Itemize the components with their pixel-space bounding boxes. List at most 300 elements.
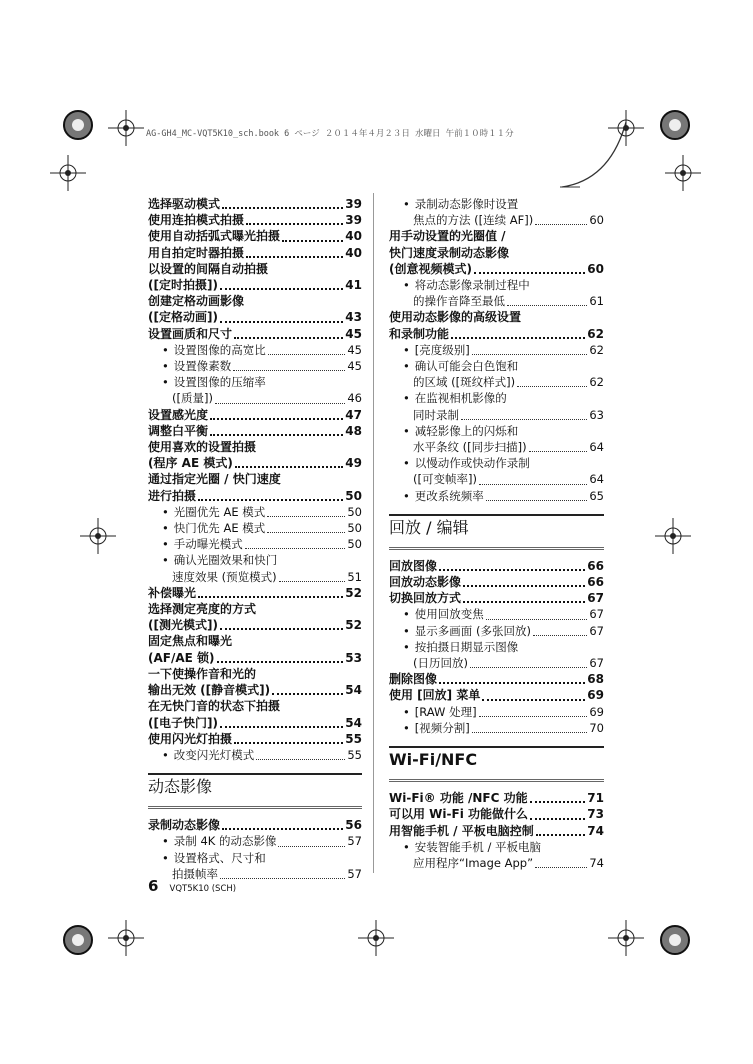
toc-entry-title: 回放图像 (389, 558, 438, 573)
toc-subentry[interactable] (389, 655, 604, 671)
bullet-icon: • (403, 278, 410, 293)
toc-page-number: 68 (587, 672, 604, 687)
bullet-icon: • (162, 504, 169, 519)
toc-entry-title: ([可变帧率]) (413, 472, 477, 487)
toc-entry-title: 选择测定亮度的方式 (148, 602, 257, 617)
dot-leader (210, 418, 343, 420)
dot-leader (220, 288, 343, 290)
toc-entry-title: 设置格式、尺寸和 (173, 850, 266, 865)
toc-page-number: 64 (589, 472, 604, 487)
toc-page-number: 47 (345, 407, 362, 422)
dot-leader (210, 434, 343, 436)
toc-entry[interactable] (148, 277, 362, 293)
toc-subentry[interactable] (389, 639, 604, 655)
toc-entry-title: 设置画质和尺寸 (148, 326, 233, 341)
toc-subentry[interactable] (389, 342, 604, 358)
dot-leader (535, 867, 587, 868)
toc-entry-title: ([定时拍摄]) (148, 278, 218, 293)
bullet-icon: • (162, 834, 169, 849)
toc-entry-title: 切换回放方式 (389, 591, 462, 606)
toc-entry[interactable] (148, 212, 362, 228)
toc-entry-title: 使用自动括弧式曝光拍摄 (148, 229, 281, 244)
bullet-icon: • (403, 391, 410, 406)
toc-entry-title: ([质量]) (172, 391, 213, 406)
toc-page-number: 54 (345, 715, 362, 730)
toc-subentry[interactable] (389, 277, 604, 293)
toc-entry-title: 录制动态影像时设置 (414, 197, 519, 211)
toc-entry-title: 拍摄帧率 (172, 866, 218, 881)
dot-leader (215, 403, 345, 404)
column-divider (373, 193, 374, 873)
toc-subentry[interactable] (389, 439, 604, 455)
dot-leader (474, 272, 585, 274)
toc-page-number: 67 (587, 591, 604, 606)
toc-subentry[interactable] (148, 342, 362, 358)
crosshair-mark-bottom-left (108, 920, 144, 956)
dot-leader (268, 354, 346, 355)
toc-subentry[interactable] (389, 358, 604, 374)
toc-entry[interactable] (389, 326, 604, 342)
dot-leader (235, 466, 343, 468)
document-code: VQT5K10 (SCH) (169, 884, 237, 894)
dot-leader (245, 548, 346, 549)
toc-page-number: 46 (347, 391, 362, 406)
toc-entry[interactable] (389, 823, 604, 839)
toc-entry-title: 手动曝光模式 (173, 537, 243, 552)
toc-right-column (389, 196, 604, 871)
toc-entry-title: 速度效果 (预览模式) (172, 569, 277, 584)
dot-leader (217, 661, 344, 663)
toc-entry-title: 使用闪光灯拍摄 (148, 731, 233, 746)
toc-entry-title: [亮度级别] (414, 342, 470, 357)
dot-leader (463, 585, 585, 587)
dot-leader (220, 321, 343, 323)
toc-entry[interactable] (148, 309, 362, 325)
bullet-icon: • (403, 720, 410, 735)
toc-entry-title: (创意视频模式) (389, 261, 472, 276)
toc-page-number: 54 (345, 683, 362, 698)
section-heading: 动态影像 (148, 773, 362, 800)
toc-subentry[interactable] (389, 720, 604, 736)
crosshair-mark-bottom-right (608, 920, 644, 956)
toc-entry-title: 改变闪光灯模式 (173, 747, 255, 762)
toc-entry[interactable] (389, 309, 604, 325)
toc-entry-title: [视频分割] (414, 720, 470, 735)
toc-entry-title: 固定焦点和曝光 (148, 634, 233, 649)
bullet-icon: • (403, 488, 410, 503)
section-heading: Wi-Fi/NFC (389, 746, 604, 773)
toc-page-number: 61 (589, 294, 604, 309)
dot-leader (222, 207, 343, 209)
toc-left-column (148, 196, 362, 882)
toc-subentry[interactable] (389, 212, 604, 228)
toc-page-number: 40 (345, 229, 362, 244)
toc-entry[interactable] (148, 682, 362, 698)
toc-entry[interactable] (148, 666, 362, 682)
crosshair-mark-top-left (108, 110, 144, 146)
registration-target-top-left (61, 108, 95, 142)
toc-page-number: 50 (345, 488, 362, 503)
crosshair-mark-right-upper (665, 155, 701, 191)
toc-entry-title: 设置像素数 (173, 359, 232, 374)
toc-page-number: 53 (345, 650, 362, 665)
toc-entry-title: 和录制功能 (389, 326, 450, 341)
dot-leader (535, 224, 587, 225)
dot-leader (529, 451, 588, 452)
toc-entry-title: 输出无效 ([静音模式]) (148, 683, 271, 698)
dot-leader (470, 667, 587, 668)
toc-subentry[interactable] (389, 855, 604, 871)
dot-leader (220, 878, 345, 879)
toc-entry-title: 以设置的间隔自动拍摄 (148, 261, 269, 276)
toc-entry[interactable] (389, 558, 604, 574)
dot-leader (220, 628, 343, 630)
toc-subentry[interactable] (389, 374, 604, 390)
toc-entry[interactable] (148, 715, 362, 731)
bullet-icon: • (162, 553, 169, 568)
bullet-icon: • (162, 521, 169, 536)
bullet-icon: • (403, 607, 410, 622)
dot-leader (439, 569, 585, 571)
registration-target-bottom-left (61, 923, 95, 957)
section-rule (389, 779, 604, 782)
toc-entry-title: 的操作音降至最低 (413, 294, 505, 309)
toc-entry-title: ([定格动画]) (148, 310, 218, 325)
toc-entry[interactable] (389, 574, 604, 590)
dot-leader (267, 532, 345, 533)
toc-subentry[interactable] (148, 504, 362, 520)
dot-leader (246, 223, 343, 225)
toc-page-number: 66 (587, 558, 604, 573)
toc-page-number: 45 (345, 326, 362, 341)
toc-page-number: 52 (345, 585, 362, 600)
crosshair-mark-bottom-center (358, 920, 394, 956)
toc-page-number: 60 (587, 261, 604, 276)
toc-entry-title: 录制 4K 的动态影像 (173, 834, 277, 849)
dot-leader (246, 256, 343, 258)
dot-leader (267, 516, 345, 517)
bullet-icon: • (403, 342, 410, 357)
toc-entry-title: 以慢动作或快动作录制 (414, 456, 530, 471)
toc-subentry[interactable] (148, 358, 362, 374)
dot-leader (198, 499, 343, 501)
toc-entry[interactable] (389, 806, 604, 822)
toc-page-number: 74 (587, 823, 604, 838)
section-rule (148, 806, 362, 809)
dot-leader (439, 682, 585, 684)
toc-entry[interactable] (148, 633, 362, 649)
toc-entry[interactable] (148, 293, 362, 309)
toc-entry-title: 回放动态影像 (389, 575, 462, 590)
toc-subentry[interactable] (389, 196, 604, 212)
toc-entry-title: 选择驱动模式 (148, 197, 221, 211)
toc-entry-title: 显示多画面 (多张回放) (414, 623, 531, 638)
toc-entry[interactable] (389, 671, 604, 687)
toc-entry-title: 确认光圈效果和快门 (173, 553, 278, 568)
toc-subentry[interactable] (389, 623, 604, 639)
toc-entry[interactable] (148, 423, 362, 439)
toc-entry[interactable] (148, 228, 362, 244)
dot-leader (451, 337, 585, 339)
toc-page-number: 69 (587, 688, 604, 703)
toc-entry-title: 应用程序“Image App” (413, 855, 534, 870)
toc-entry-title: (日历回放) (413, 656, 468, 671)
toc-page-number: 52 (345, 618, 362, 633)
toc-entry-title: 设置感光度 (148, 407, 209, 422)
dot-leader (461, 419, 587, 420)
toc-subentry[interactable] (389, 839, 604, 855)
toc-entry-title: 可以用 Wi-Fi 功能做什么 (389, 807, 528, 822)
toc-entry-title: 设置图像的压缩率 (173, 375, 266, 390)
toc-subentry[interactable] (148, 833, 362, 849)
toc-page-number: 55 (345, 731, 362, 746)
bullet-icon: • (162, 359, 169, 374)
toc-page-number: 56 (345, 818, 362, 833)
toc-entry-title: 使用喜欢的设置拍摄 (148, 440, 257, 455)
crosshair-mark-left-middle (80, 518, 116, 554)
toc-entry[interactable] (389, 261, 604, 277)
toc-entry[interactable] (148, 731, 362, 747)
toc-entry-title: 录制动态影像 (148, 818, 221, 833)
toc-entry-title: 使用回放变焦 (414, 607, 484, 622)
toc-subentry[interactable] (148, 536, 362, 552)
toc-entry[interactable] (148, 585, 362, 601)
toc-page-number: 62 (589, 342, 604, 357)
toc-entry-title: 用手动设置的光圈值 / (389, 229, 506, 244)
toc-page-number: 45 (347, 359, 362, 374)
toc-subentry[interactable] (389, 293, 604, 309)
toc-subentry[interactable] (148, 390, 362, 406)
registration-target-bottom-right (658, 923, 692, 957)
crosshair-mark-top-right (608, 110, 644, 146)
toc-page-number: 48 (345, 423, 362, 438)
toc-page-number: 51 (347, 569, 362, 584)
toc-page-number: 70 (589, 720, 604, 735)
bullet-icon: • (162, 375, 169, 390)
toc-page-number: 50 (347, 504, 362, 519)
page-footer (148, 876, 236, 895)
bullet-icon: • (162, 342, 169, 357)
dot-leader (279, 581, 346, 582)
toc-subentry[interactable] (148, 850, 362, 866)
dot-leader (234, 742, 343, 744)
toc-page-number: 63 (589, 407, 604, 422)
page-number: 6 (148, 877, 159, 895)
dot-leader (282, 240, 343, 242)
bullet-icon: • (403, 456, 410, 471)
toc-entry-title: 使用连拍模式拍摄 (148, 213, 245, 228)
toc-subentry[interactable] (148, 569, 362, 585)
bullet-icon: • (403, 423, 410, 438)
toc-page-number: 43 (345, 310, 362, 325)
toc-page-number: 73 (587, 807, 604, 822)
toc-entry-title: 创建定格动画影像 (148, 294, 245, 309)
dot-leader (530, 818, 585, 820)
toc-page-number: 71 (587, 791, 604, 806)
toc-entry-title: 一下使操作音和光的 (148, 666, 257, 681)
toc-page-number: 49 (345, 456, 362, 471)
dot-leader (256, 759, 345, 760)
toc-entry-title: 使用 [回放] 菜单 (389, 688, 481, 703)
toc-entry[interactable] (148, 650, 362, 666)
dot-leader (507, 305, 587, 306)
dot-leader (233, 370, 345, 371)
registration-target-top-right (658, 108, 692, 142)
toc-entry-title: 快门速度录制动态影像 (389, 245, 510, 260)
toc-subentry[interactable] (389, 455, 604, 471)
toc-entry[interactable] (148, 261, 362, 277)
toc-entry-title: 补偿曝光 (148, 585, 197, 600)
dot-leader (536, 834, 586, 836)
toc-page-number: 60 (589, 213, 604, 228)
toc-entry-title: 进行拍摄 (148, 488, 197, 503)
toc-page-number: 50 (347, 537, 362, 552)
toc-entry-title: 确认可能会白色饱和 (414, 359, 519, 374)
dot-leader (472, 354, 588, 355)
toc-subentry[interactable] (148, 520, 362, 536)
dot-leader (482, 699, 585, 701)
toc-entry-title: 删除图像 (389, 672, 438, 687)
dot-leader (198, 596, 343, 598)
toc-entry-title: (程序 AE 模式) (148, 456, 233, 471)
toc-subentry[interactable] (389, 471, 604, 487)
toc-entry-title: 在无快门音的状态下拍摄 (148, 699, 281, 714)
toc-entry[interactable] (148, 439, 362, 455)
toc-subentry[interactable] (148, 374, 362, 390)
toc-entry-title: 用智能手机 / 平板电脑控制 (389, 823, 534, 838)
toc-entry-title: 更改系统频率 (414, 488, 484, 503)
printer-slug-line: AG-GH4_MC-VQT5K10_sch.book 6 ページ ２０１４年４月２３日 水曜日 午前１０時１１分 (146, 129, 514, 139)
toc-entry-title: 焦点的方法 ([连续 AF]) (413, 213, 534, 228)
toc-entry-title: 在监视相机影像的 (414, 391, 507, 406)
toc-entry-title: 使用动态影像的高级设置 (389, 310, 522, 325)
toc-page-number: 39 (345, 213, 362, 228)
toc-subentry[interactable] (389, 704, 604, 720)
toc-page-number: 62 (589, 375, 604, 390)
toc-entry-title: 水平条纹 ([同步扫描]) (413, 440, 527, 455)
dot-leader (472, 732, 588, 733)
toc-page-number: 67 (589, 623, 604, 638)
toc-page-number: 62 (587, 326, 604, 341)
dot-leader (530, 801, 586, 803)
dot-leader (463, 601, 585, 603)
toc-entry-title: 按拍摄日期显示图像 (414, 639, 519, 654)
dot-leader (479, 484, 587, 485)
dot-leader (486, 619, 588, 620)
toc-page-number: 45 (347, 342, 362, 357)
toc-subentry[interactable] (389, 390, 604, 406)
bullet-icon: • (403, 704, 410, 719)
toc-page-number: 67 (589, 607, 604, 622)
dot-leader (533, 635, 587, 636)
toc-page-number: 65 (589, 488, 604, 503)
bullet-icon: • (162, 747, 169, 762)
toc-entry[interactable] (148, 455, 362, 471)
toc-entry-title: 快门优先 AE 模式 (173, 521, 266, 536)
dot-leader (278, 846, 345, 847)
toc-entry-title: (AF/AE 锁) (148, 650, 215, 665)
toc-subentry[interactable] (389, 488, 604, 504)
toc-entry-title: 设置图像的高宽比 (173, 342, 266, 357)
toc-page-number: 66 (587, 575, 604, 590)
toc-entry-title: 用自拍定时器拍摄 (148, 245, 245, 260)
toc-entry-title: 同时录制 (413, 407, 459, 422)
toc-entry[interactable] (389, 790, 604, 806)
toc-page-number: 69 (589, 704, 604, 719)
toc-entry-title: 减轻影像上的闪烁和 (414, 423, 519, 438)
bullet-icon: • (403, 839, 410, 854)
bullet-icon: • (162, 537, 169, 552)
toc-entry[interactable] (389, 687, 604, 703)
toc-entry[interactable] (389, 590, 604, 606)
toc-entry-title: 调整白平衡 (148, 423, 209, 438)
toc-entry[interactable] (389, 245, 604, 261)
toc-entry[interactable] (148, 471, 362, 487)
toc-entry-title: Wi-Fi® 功能 /NFC 功能 (389, 791, 528, 806)
dot-leader (479, 716, 588, 717)
toc-subentry[interactable] (389, 407, 604, 423)
dot-leader (517, 386, 587, 387)
toc-subentry[interactable] (148, 552, 362, 568)
bullet-icon: • (403, 623, 410, 638)
toc-page-number: 74 (589, 855, 604, 870)
toc-entry-title: 的区域 ([斑纹样式]) (413, 375, 516, 390)
toc-entry[interactable] (148, 196, 362, 212)
dot-leader (272, 693, 343, 695)
toc-page-number: 55 (347, 747, 362, 762)
toc-entry[interactable] (148, 698, 362, 714)
dot-leader (486, 500, 588, 501)
toc-subentry[interactable] (389, 423, 604, 439)
toc-entry[interactable] (148, 617, 362, 633)
toc-entry-title: [RAW 处理] (414, 704, 477, 719)
section-heading: 回放 / 编辑 (389, 514, 604, 541)
toc-page-number: 39 (345, 197, 362, 211)
bullet-icon: • (403, 197, 410, 211)
toc-subentry[interactable] (389, 606, 604, 622)
bullet-icon: • (403, 359, 410, 374)
toc-entry[interactable] (148, 407, 362, 423)
dot-leader (234, 337, 343, 339)
toc-page-number: 67 (589, 656, 604, 671)
toc-entry[interactable] (148, 488, 362, 504)
toc-entry-title: 安装智能手机 / 平板电脑 (414, 839, 541, 854)
toc-entry-title: 将动态影像录制过程中 (414, 278, 530, 293)
toc-entry-title: 光圈优先 AE 模式 (173, 504, 266, 519)
toc-entry[interactable] (148, 601, 362, 617)
toc-page-number: 41 (345, 278, 362, 293)
section-rule (389, 547, 604, 550)
toc-entry-title: ([测光模式]) (148, 618, 218, 633)
toc-entry-title: 通过指定光圈 / 快门速度 (148, 472, 281, 487)
toc-page-number: 57 (347, 834, 362, 849)
toc-page-number: 57 (347, 866, 362, 881)
toc-entry[interactable] (148, 245, 362, 261)
bullet-icon: • (162, 850, 169, 865)
toc-subentry[interactable] (148, 747, 362, 763)
dot-leader (222, 828, 343, 830)
toc-page-number: 50 (347, 521, 362, 536)
toc-page-number: 64 (589, 440, 604, 455)
toc-entry[interactable] (389, 228, 604, 244)
toc-page-number: 40 (345, 245, 362, 260)
toc-entry-title: ([电子快门]) (148, 715, 218, 730)
toc-entry[interactable] (148, 817, 362, 833)
toc-entry[interactable] (148, 326, 362, 342)
crosshair-mark-right-middle (655, 518, 691, 554)
crosshair-mark-left-upper (50, 155, 86, 191)
bullet-icon: • (403, 639, 410, 654)
